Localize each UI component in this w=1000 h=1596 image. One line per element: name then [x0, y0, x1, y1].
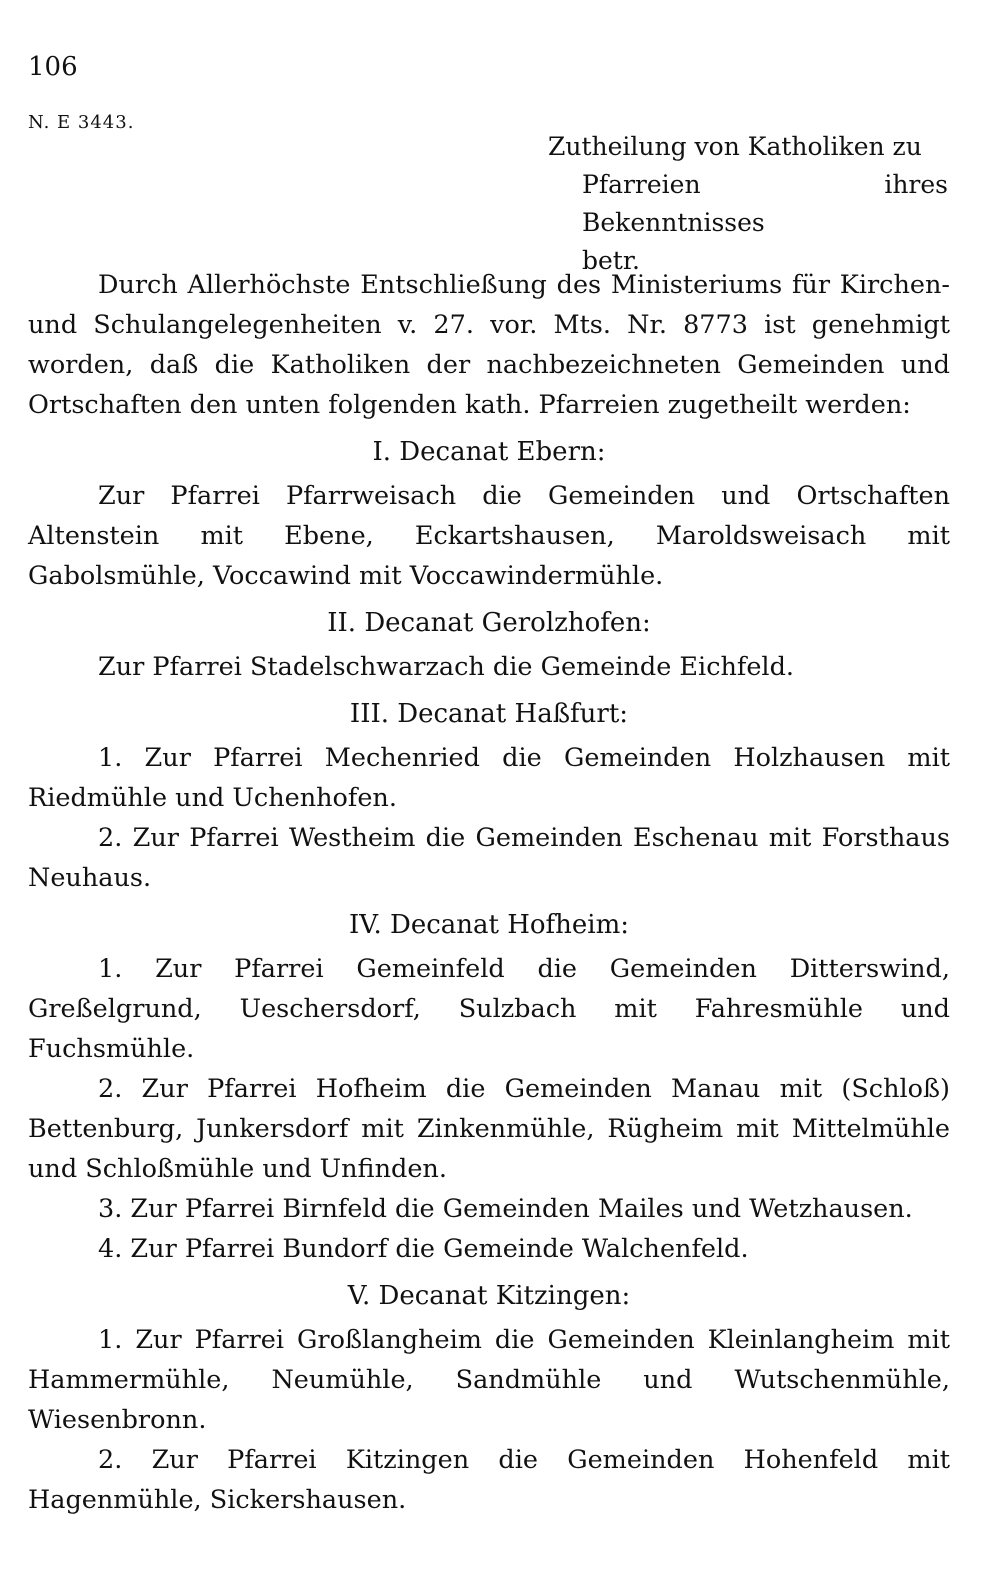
section-heading: II. Decanat Gerolzhofen:: [327, 608, 651, 638]
section-decanat-gerolzhofen: [28, 603, 950, 687]
subject-line-1: Zutheilung von Katholiken zu: [548, 132, 922, 161]
section-decanat-ebern: [28, 432, 950, 596]
section-paragraph: Zur Pfarrei Stadelschwarzach die Gemeinde Eichfeld.: [98, 652, 795, 682]
subject-line-2: Pfarreien ihres Bekenntnisses: [582, 170, 948, 237]
section-paragraph: 4. Zur Pfarrei Bundorf die Gemeinde Walchenfeld.: [98, 1234, 749, 1264]
intro-paragraph: Durch Allerhöchste Entschließung des Ministeriums für Kirchen- und Schulangelegenheiten v. 27. vor. Mts. Nr. 8773 ist genehmigt worden, daß die Katholiken der nachbezeichneten Gemeinden und Ortschaften den unten folgenden kath. Pfarreien zugetheilt werden:: [28, 270, 950, 420]
section-heading: I. Decanat Ebern:: [372, 437, 606, 467]
section-paragraph: 2. Zur Pfarrei Kitzingen die Gemeinden Hohenfeld mit Hagenmühle, Sickershausen.: [28, 1445, 950, 1515]
section-heading: V. Decanat Kitzingen:: [347, 1281, 631, 1311]
section-paragraph: 2. Zur Pfarrei Hofheim die Gemeinden Manau mit (Schloß) Bettenburg, Junkersdorf mit Zinkenmühle, Rügheim mit Mittelmühle und Schloßmühle und Unfinden.: [28, 1074, 950, 1184]
page-number: 106: [28, 52, 78, 82]
section-decanat-hassfurt: [28, 694, 950, 898]
section-decanat-hofheim: [28, 905, 950, 1269]
section-paragraph: 1. Zur Pfarrei Großlangheim die Gemeinden Kleinlangheim mit Hammermühle, Neumühle, Sandmühle und Wutschenmühle, Wiesenbronn.: [28, 1325, 950, 1435]
document-body: [28, 265, 950, 1520]
section-paragraph: 3. Zur Pfarrei Birnfeld die Gemeinden Mailes und Wetzhausen.: [98, 1194, 913, 1224]
section-decanat-kitzingen: [28, 1276, 950, 1520]
section-paragraph: 1. Zur Pfarrei Gemeinfeld die Gemeinden Ditterswind, Greßelgrund, Ueschersdorf, Sulzbach mit Fahresmühle und Fuchsmühle.: [28, 954, 950, 1064]
reference-number: N. E 3443.: [28, 112, 135, 133]
section-heading: IV. Decanat Hofheim:: [348, 910, 630, 940]
section-paragraph: 2. Zur Pfarrei Westheim die Gemeinden Eschenau mit Forsthaus Neuhaus.: [28, 823, 950, 893]
section-paragraph: Zur Pfarrei Pfarrweisach die Gemeinden und Ortschaften Altenstein mit Ebene, Eckartshausen, Maroldsweisach mit Gabolsmühle, Voccawind mit Voccawindermühle.: [28, 481, 950, 591]
margin-subject-note: [548, 128, 948, 280]
section-paragraph: 1. Zur Pfarrei Mechenried die Gemeinden Holzhausen mit Riedmühle und Uchenhofen.: [28, 743, 950, 813]
section-heading: III. Decanat Haßfurt:: [349, 699, 629, 729]
subject-line-3: betr.: [582, 246, 640, 275]
